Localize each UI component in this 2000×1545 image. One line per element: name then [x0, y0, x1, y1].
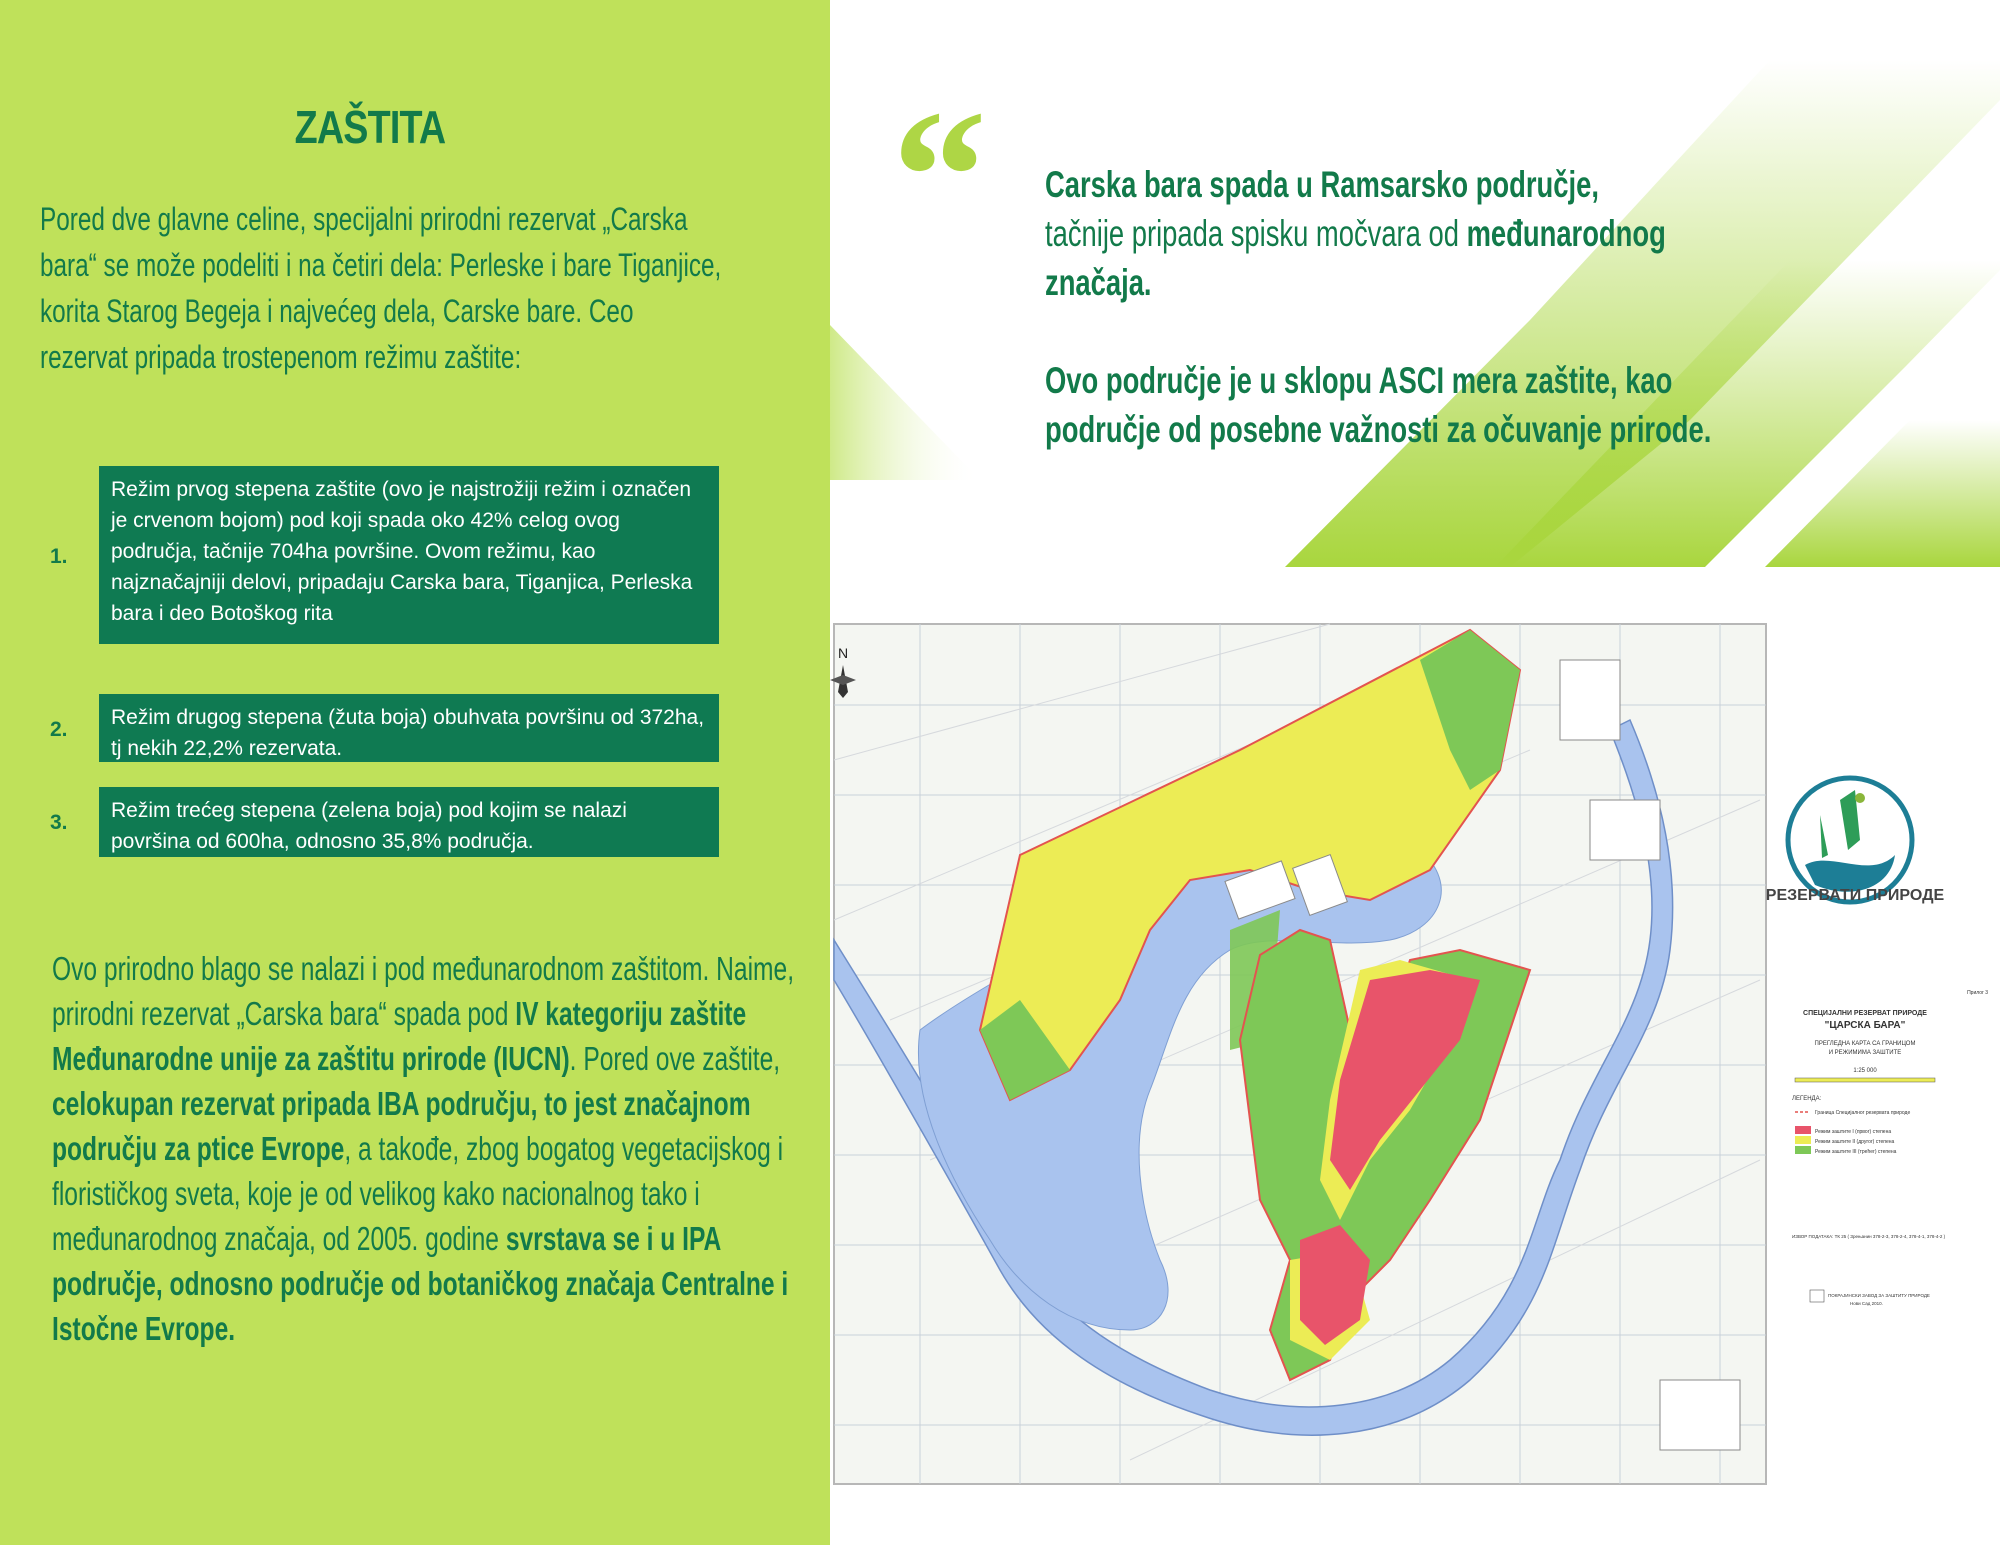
svg-text:Режим заштите I (првог) степен: Режим заштите I (првог) степена — [1815, 1129, 1892, 1135]
regime-2-box: Režim drugog stepena (žuta boja) obuhvata površinu od 372ha, tj nekih 22,2% rezervata. — [99, 694, 719, 762]
regime-3-box: Režim trećeg stepena (zelena boja) pod kojim se nalazi površina od 600ha, odnosno 35,8% područja. — [99, 787, 719, 857]
svg-text:ПОКРАЈИНСКИ ЗАВОД ЗА ЗАШТИТУ П: ПОКРАЈИНСКИ ЗАВОД ЗА ЗАШТИТУ ПРИРОДЕ — [1828, 1293, 1930, 1298]
svg-text:1:25 000: 1:25 000 — [1853, 1068, 1877, 1074]
svg-text:Режим заштите III (трећег) сте: Режим заштите III (трећег) степена — [1815, 1149, 1897, 1155]
svg-text:ЛЕГЕНДА:: ЛЕГЕНДА: — [1792, 1096, 1822, 1102]
international-protection-paragraph: Ovo prirodno blago se nalazi i pod međunarodnom zaštitom. Naime, prirodni rezervat „Carska bara“ spada pod IV kategoriju zaštite Međunarodne unije za zaštitu prirode (IUCN). Pored ove zaštite, celokupan rezervat pripada IBA području, to jest značajnom području za ptice Evrope, a takođe, zbog bogatog vegetacijskog i florističkog sveta, koje je od velikog kako nacionalnog tako i međunarodnog značaja, od 2005. godine svrstava se i u IPA područje, odnosno područje od botaničkog značaja Centralne i Istočne Evrope. — [52, 950, 795, 1347]
regime-2-number: 2. — [50, 718, 68, 741]
svg-text:ПРЕГЛЕДНА КАРТА СА ГРАНИЦОМ: ПРЕГЛЕДНА КАРТА СА ГРАНИЦОМ — [1814, 1041, 1916, 1047]
svg-text:Граница Специјалног резервата: Граница Специјалног резервата природе — [1815, 1110, 1911, 1116]
intro-paragraph: Pored dve glavne celine, specijalni prirodni rezervat „Carska bara“ se može podeliti i na četiri dela: Perleske i bare Tiganjice, korita Starog Begeja i najvećeg dela, Carske bare. Ceo rezervat pripada trostepenom režimu zaštite: — [40, 201, 722, 375]
svg-text:И РЕЖИМИМА ЗАШТИТЕ: И РЕЖИМИМА ЗАШТИТЕ — [1828, 1050, 1902, 1056]
regime-1-box: Režim prvog stepena zaštite (ovo je najstrožiji režim i označen je crvenom bojom) pod koji spada oko 42% celog ovog područja, tačnije 704ha površine. Ovom režimu, kao najznačajniji delovi, pripadaju Carska bara, Tiganjica, Perleska bara i deo Botoškog rita — [99, 466, 719, 644]
regime-1-number: 1. — [50, 545, 68, 568]
svg-text:N: N — [838, 645, 849, 661]
svg-text:Режим заштите II (другог) степ: Режим заштите II (другог) степена — [1815, 1139, 1895, 1145]
quote-text: Carska bara spada u Ramsarsko područje, tačnije pripada spisku močvara od međunarodnog značaja. Ovo područje je u sklopu ASCI mera zaštite, kao područje od posebne važnosti za očuvanje prirode. — [1045, 164, 1712, 450]
svg-text:СПЕЦИЈАЛНИ РЕЗЕРВАТ ПРИРОДЕ: СПЕЦИЈАЛНИ РЕЗЕРВАТ ПРИРОДЕ — [1803, 1010, 1927, 1017]
svg-text:РЕЗЕРВАТИ ПРИРОДЕ: РЕЗЕРВАТИ ПРИРОДЕ — [1765, 887, 1945, 904]
svg-text:Нови Сад 2010.: Нови Сад 2010. — [1850, 1301, 1883, 1306]
svg-text:"ЦАРСКА БАРА": "ЦАРСКА БАРА" — [1824, 1020, 1906, 1031]
regime-3-number: 3. — [50, 811, 68, 834]
svg-text:ИЗВОР ПОДАТАКА: ТК 25 ( Зрењан: ИЗВОР ПОДАТАКА: ТК 25 ( Зрењанин 378-2-3, 378-2-4, 378-4-1, 378-4-2 ) — [1792, 1234, 1946, 1239]
page-title: ZAŠTITA — [294, 101, 446, 153]
svg-text:Прилог 3: Прилог 3 — [1967, 990, 1988, 996]
quote-mark: “ — [892, 72, 987, 282]
reserve-map — [830, 600, 2000, 1545]
